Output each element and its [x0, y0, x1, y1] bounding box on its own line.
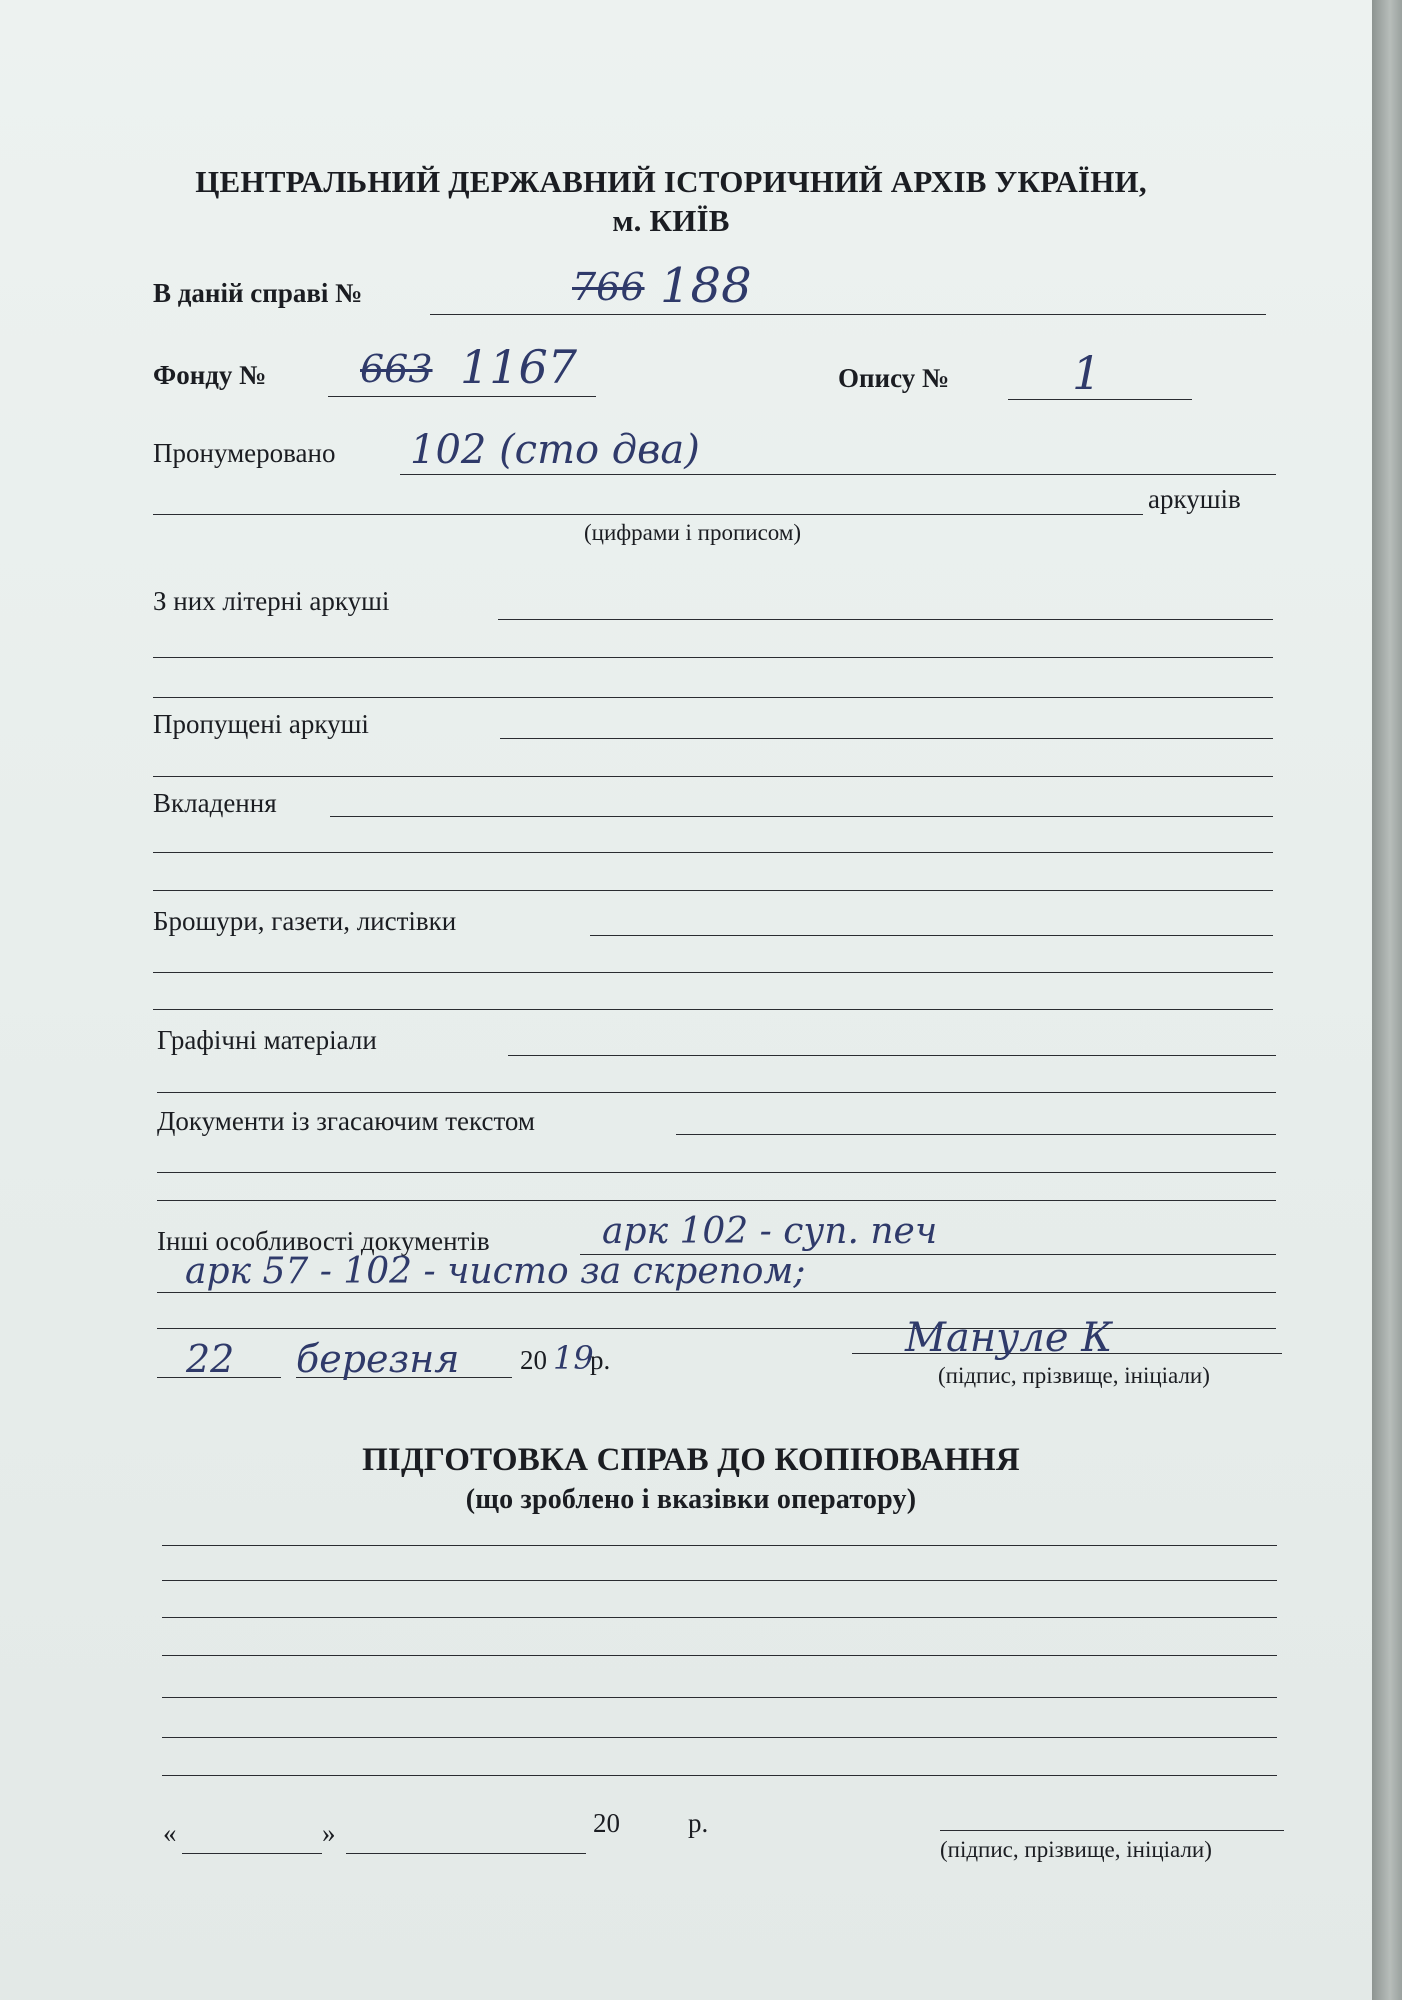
archive-name: ЦЕНТРАЛЬНИЙ ДЕРЖАВНИЙ ІСТОРИЧНИЙ АРХІВ УКРАЇНИ,	[195, 164, 1147, 199]
brochures-line-2	[153, 972, 1273, 973]
fond-struck: 663	[360, 347, 433, 391]
letter-sheets-line-1	[498, 619, 1273, 620]
preparation-subtitle: (що зроблено і вказівки оператору)	[465, 1484, 917, 1515]
preparation-line-2	[162, 1580, 1277, 1581]
letter-sheets-line-2	[153, 657, 1273, 658]
signature: Мануле К	[905, 1315, 1113, 1361]
attachments-line-3	[153, 890, 1273, 891]
date-month: березня	[296, 1337, 460, 1381]
archive-city: м. КИЇВ	[612, 203, 730, 238]
faded-text-line-3	[157, 1200, 1276, 1201]
preparation-line-4	[162, 1655, 1277, 1656]
preparation-line-7	[162, 1775, 1277, 1776]
preparation-line-6	[162, 1737, 1277, 1738]
signature-caption: (підпис, прізвище, ініціали)	[938, 1363, 1210, 1388]
missing-sheets-line-2	[153, 776, 1273, 777]
faded-text-line-1	[676, 1134, 1276, 1135]
brochures-line-1	[590, 935, 1273, 936]
fond-value: 1167	[460, 340, 578, 394]
other-note-1: арк 102 - суп. печ	[602, 1211, 938, 1252]
footer-year-end: р.	[688, 1808, 709, 1838]
preparation-line-3	[162, 1617, 1277, 1618]
page-edge	[1372, 0, 1402, 2000]
footer-quote-open: «	[163, 1818, 177, 1848]
letter-sheets-label: З них літерні аркуші	[153, 586, 390, 616]
numbered-value: 102 (сто два)	[410, 427, 700, 473]
date-year-end: р.	[590, 1345, 611, 1375]
missing-sheets-label: Пропущені аркуші	[153, 709, 369, 739]
opys-value: 1	[1072, 346, 1102, 400]
letter-sheets-line-3	[153, 697, 1273, 698]
date-day: 22	[186, 1337, 235, 1381]
preparation-line-5	[162, 1697, 1277, 1698]
fond-label: Фонду №	[153, 360, 267, 390]
other-features-label: Інші особливості документів	[157, 1226, 490, 1256]
fond-line	[328, 396, 596, 397]
graphics-line-1	[508, 1055, 1276, 1056]
numbered-line-1	[400, 474, 1276, 475]
footer-year-prefix: 20	[593, 1808, 620, 1838]
case-number-line	[430, 314, 1266, 315]
attachments-line-2	[153, 852, 1273, 853]
numbered-label: Пронумеровано	[153, 438, 336, 468]
date-year-suffix: 19	[553, 1339, 594, 1377]
faded-text-line-2	[157, 1172, 1276, 1173]
preparation-line-1	[162, 1545, 1277, 1546]
case-number-value: 188	[660, 258, 752, 314]
case-number-struck: 766	[572, 265, 645, 309]
footer-quote-close: »	[322, 1818, 336, 1848]
opys-label: Опису №	[838, 363, 950, 393]
graphics-line-2	[157, 1092, 1276, 1093]
footer-signature-caption: (підпис, прізвище, ініціали)	[940, 1837, 1212, 1862]
footer-signature-line	[940, 1830, 1284, 1831]
footer-day-line	[182, 1853, 322, 1854]
footer-month-line	[346, 1853, 586, 1854]
other-features-line-2	[157, 1292, 1276, 1293]
preparation-title: ПІДГОТОВКА СПРАВ ДО КОПІЮВАННЯ	[362, 1442, 1020, 1478]
bleed-through	[520, 125, 526, 151]
other-note-2: арк 57 - 102 - чисто за скрепом;	[185, 1251, 806, 1292]
numbered-line-2	[153, 514, 1143, 515]
case-number-label: В даній справі №	[153, 278, 363, 308]
faded-text-label: Документи із згасаючим текстом	[157, 1106, 535, 1136]
missing-sheets-line-1	[500, 738, 1273, 739]
attachments-label: Вкладення	[153, 788, 277, 818]
brochures-label: Брошури, газети, листівки	[153, 906, 457, 936]
brochures-line-3	[153, 1009, 1273, 1010]
graphics-label: Графічні матеріали	[157, 1025, 377, 1055]
attachments-line-1	[330, 816, 1273, 817]
sheets-unit: аркушів	[1148, 484, 1241, 514]
date-year-prefix: 20	[520, 1345, 547, 1375]
numbered-hint: (цифрами і прописом)	[584, 520, 802, 545]
